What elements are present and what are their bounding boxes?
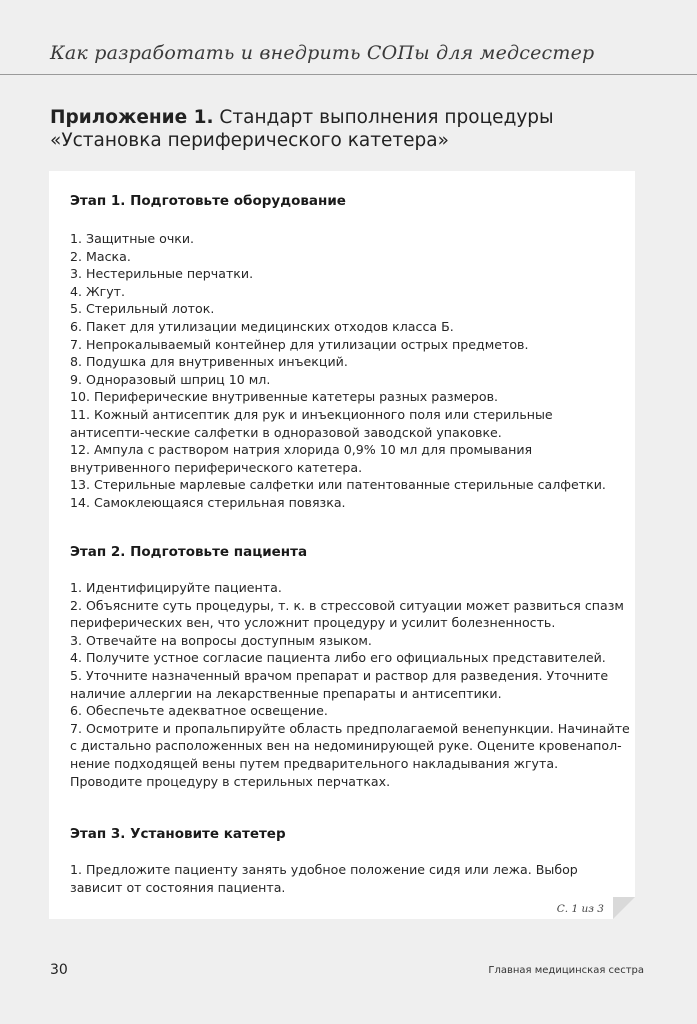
stage-2 xyxy=(70,544,630,790)
list-item: 13. Стерильные марлевые салфетки или патентованные стерильные салфетки. xyxy=(70,477,606,493)
stage-heading: Этап 1. Подготовьте оборудование xyxy=(70,193,346,209)
list-item: 7. Непрокалываемый контейнер для утилизации острых предметов. xyxy=(70,336,529,352)
list-item: 1. Идентифицируйте пациента. xyxy=(70,580,282,595)
page-reference: С. 1 из 3 xyxy=(556,903,604,915)
title-rest: Стандарт выполнения процедуры «Установка периферического катетера» xyxy=(50,107,554,151)
stage-1-list xyxy=(70,230,630,512)
page-title xyxy=(50,106,660,152)
list-item: 6. Пакет для утилизации медицинских отходов класса Б. xyxy=(70,318,454,334)
list-item: 12. Ампула с раствором натрия хлорида 0,9% 10 мл для промывания внутривенного периферического катетера. xyxy=(70,442,533,475)
list-item: 2. Маска. xyxy=(70,248,131,264)
list-item: 9. Одноразовый шприц 10 мл. xyxy=(70,371,271,387)
list-item: 2. Объясните суть процедуры, т. к. в стрессовой ситуации может развиться спазм периферических вен, что усложнит процедуру и усилит болезненность. xyxy=(70,597,624,631)
list-item: 4. Получите устное согласие пациента либо его официальных представителей. xyxy=(70,650,606,666)
list-item: 3. Нестерильные перчатки. xyxy=(70,266,254,282)
page-number: 30 xyxy=(50,962,68,978)
list-item: 11. Кожный антисептик для рук и инъекционного поля или стерильные антисепти-ческие салфетки в одноразовой заводской упаковке. xyxy=(70,406,553,440)
title-bold: Приложение 1. xyxy=(50,107,214,128)
stage-3 xyxy=(70,826,630,896)
stage-1 xyxy=(70,193,630,512)
list-item: 5. Уточните назначенный врачом препарат и раствор для разведения. Уточните наличие аллергии на лекарственные препараты и антисептики. xyxy=(70,667,609,701)
list-item: 14. Самоклеющаяся стерильная повязка. xyxy=(70,494,346,510)
stage-heading: Этап 3. Установите катетер xyxy=(70,826,286,842)
list-item: 7. Осмотрите и пропальпируйте область предполагаемой венепункции. Начинайте с дистально расположенных вен на недоминирующей руке. Оцените кровенапол-нение подходящей вены путем предварительного накладывания жгута. Проводите процедуру в стерильных перчатках. xyxy=(70,720,630,789)
list-item: 1. Защитные очки. xyxy=(70,231,195,246)
list-item: 5. Стерильный лоток. xyxy=(70,301,215,317)
running-header: Как разработать и внедрить СОПы для медсестер xyxy=(50,42,595,64)
list-item: 4. Жгут. xyxy=(70,283,125,299)
procedure-card xyxy=(49,171,635,919)
list-item: 1. Предложите пациенту занять удобное положение сидя или лежа. Выбор зависит от состояния пациента. xyxy=(70,862,578,895)
list-item: 6. Обеспечьте адекватное освещение. xyxy=(70,703,328,719)
list-item: 3. Отвечайте на вопросы доступным языком. xyxy=(70,632,372,648)
list-item: 8. Подушка для внутривенных инъекций. xyxy=(70,354,348,370)
publication-title: Главная медицинская сестра xyxy=(488,965,644,976)
page-curl-corner xyxy=(613,897,635,919)
stage-3-list xyxy=(70,861,630,896)
list-item: 10. Периферические внутривенные катетеры разных размеров. xyxy=(70,389,498,405)
stage-heading: Этап 2. Подготовьте пациента xyxy=(70,544,308,560)
header-rule xyxy=(0,74,697,75)
stage-2-list xyxy=(70,579,630,790)
